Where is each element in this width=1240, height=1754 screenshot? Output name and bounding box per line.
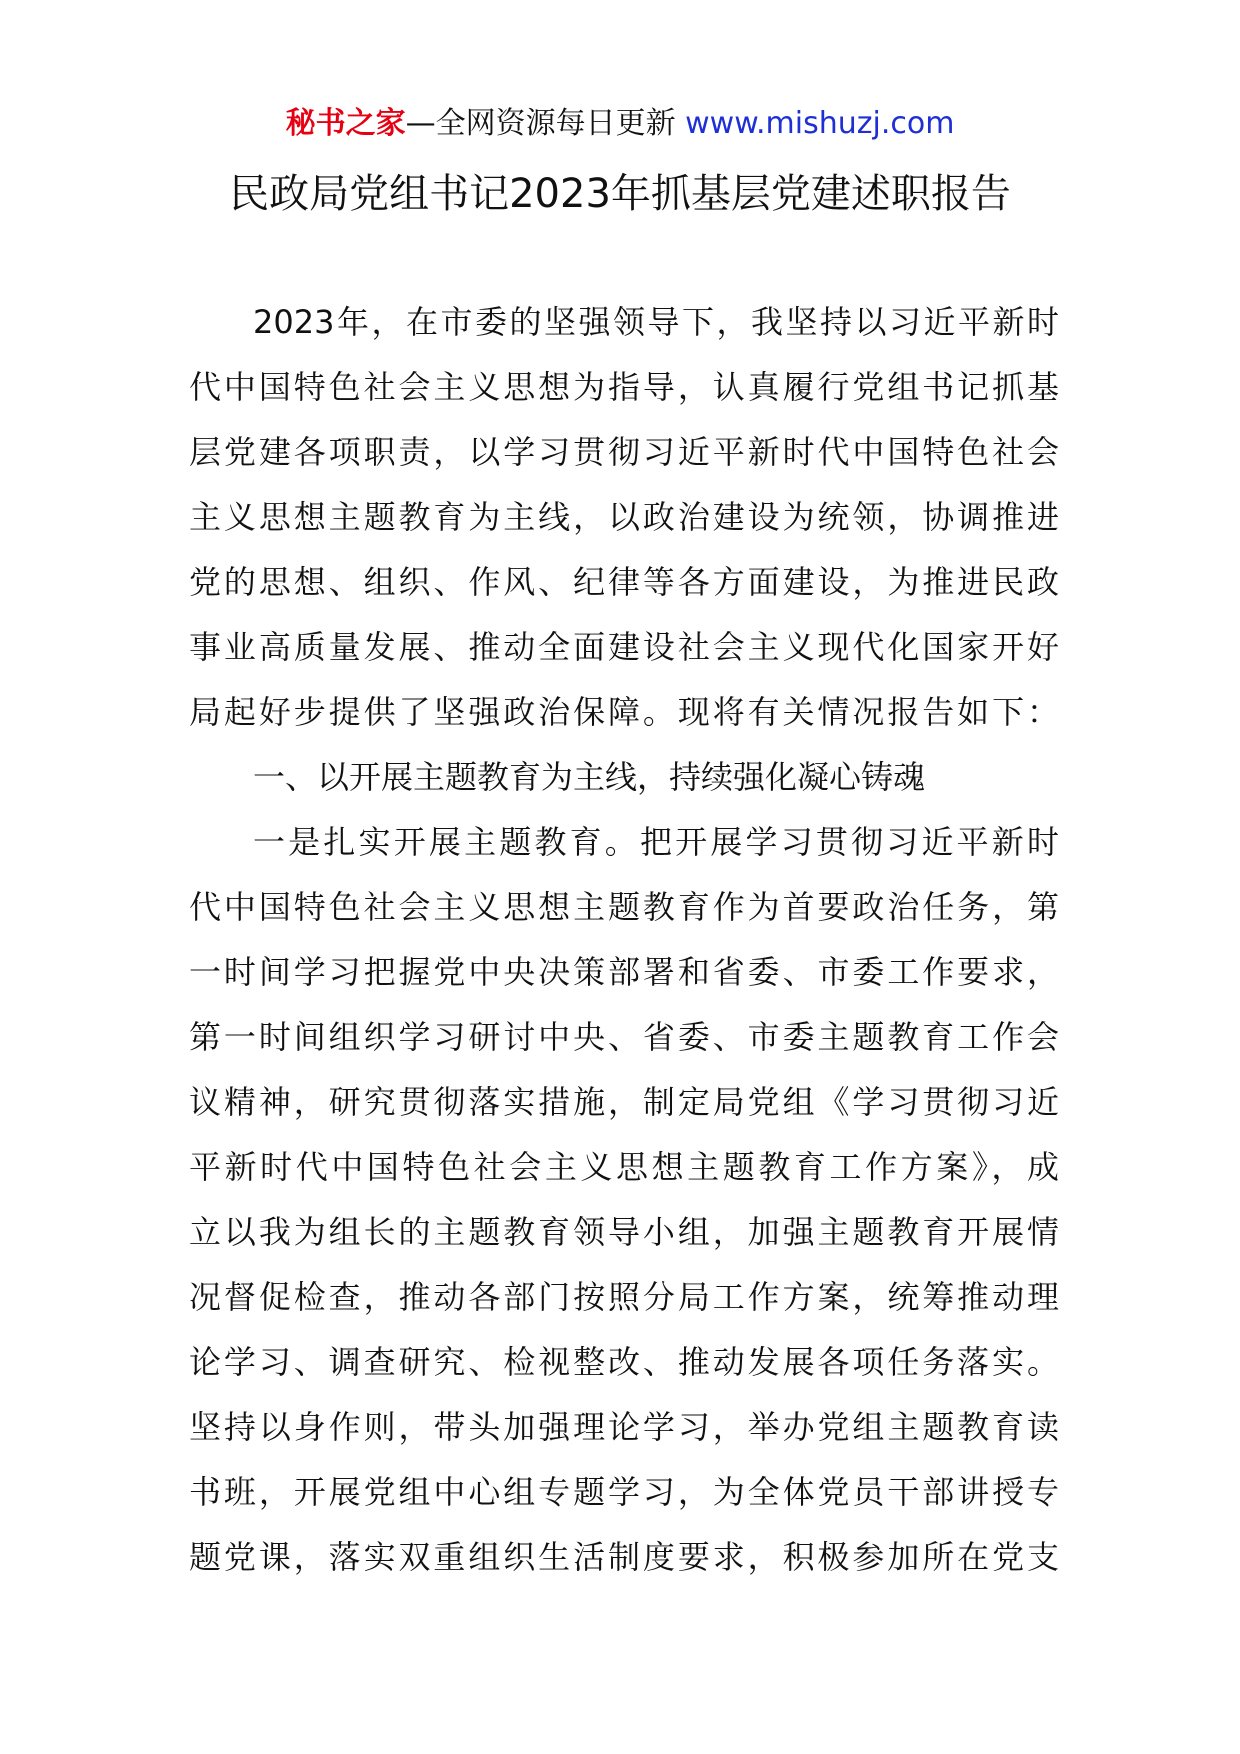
paragraph-line: 议精神，研究贯彻落实措施，制定局党组《学习贯彻习近 bbox=[189, 1083, 1059, 1121]
paragraph-line: 坚持以身作则，带头加强理论学习，举办党组主题教育读 bbox=[189, 1408, 1059, 1446]
paragraph-line: 书班，开展党组中心组专题学习，为全体党员干部讲授专 bbox=[189, 1473, 1059, 1511]
paragraph-line: 主义思想主题教育为主线，以政治建设为统领，协调推进 bbox=[189, 498, 1059, 536]
paragraph-line: 代中国特色社会主义思想主题教育作为首要政治任务，第 bbox=[189, 888, 1059, 926]
paragraph-line: 一时间学习把握党中央决策部署和省委、市委工作要求， bbox=[189, 953, 1059, 991]
paragraph-line: 层党建各项职责，以学习贯彻习近平新时代中国特色社会 bbox=[189, 433, 1059, 471]
paragraph-line: 况督促检查，推动各部门按照分局工作方案，统筹推动理 bbox=[189, 1278, 1059, 1316]
site-url-link[interactable]: www.mishuzj.com bbox=[685, 106, 955, 141]
paragraph-line: 平新时代中国特色社会主义思想主题教育工作方案》，成 bbox=[189, 1148, 1059, 1186]
paragraph-line: 党的思想、组织、作风、纪律等各方面建设，为推进民政 bbox=[189, 563, 1059, 601]
paragraph-line: 2023年，在市委的坚强领导下，我坚持以习近平新时 bbox=[253, 303, 1059, 341]
document-title: 民政局党组书记2023年抓基层党建述职报告 bbox=[229, 171, 1011, 217]
paragraph-line: 论学习、调查研究、检视整改、推动发展各项任务落实。 bbox=[189, 1343, 1059, 1381]
paragraph-line: 局起好步提供了坚强政治保障。现将有关情况报告如下： bbox=[189, 693, 1059, 731]
section-heading: 一、以开展主题教育为主线，持续强化凝心铸魂 bbox=[253, 758, 926, 796]
paragraph-line: 一是扎实开展主题教育。把开展学习贯彻习近平新时 bbox=[253, 823, 1059, 861]
document-body bbox=[189, 290, 1059, 1590]
paragraph-line: 立以我为组长的主题教育领导小组，加强主题教育开展情 bbox=[189, 1213, 1059, 1251]
site-tagline: —全网资源每日更新 bbox=[405, 106, 686, 141]
paragraph-line: 题党课，落实双重组织生活制度要求，积极参加所在党支 bbox=[189, 1538, 1059, 1576]
paragraph-line: 事业高质量发展、推动全面建设社会主义现代化国家开好 bbox=[189, 628, 1059, 666]
paragraph-line: 第一时间组织学习研讨中央、省委、市委主题教育工作会 bbox=[189, 1018, 1059, 1056]
site-brand: 秘书之家 bbox=[285, 106, 406, 141]
site-header bbox=[0, 104, 1240, 144]
paragraph-line: 代中国特色社会主义思想为指导，认真履行党组书记抓基 bbox=[189, 368, 1059, 406]
